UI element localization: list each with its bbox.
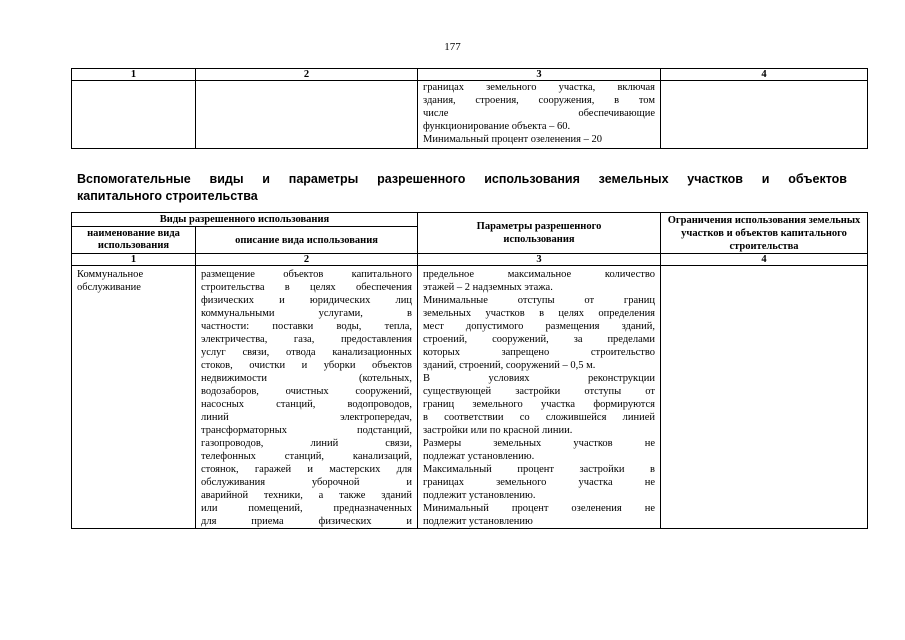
- text-line: аварийной техники, а также зданий: [201, 490, 413, 501]
- text-line: частности: поставки воды, тепла,: [201, 321, 413, 332]
- cell-empty: [72, 81, 196, 149]
- text-line: трансформаторных подстанций,: [201, 425, 413, 436]
- continued-table: [71, 68, 868, 149]
- cell-empty: [661, 81, 868, 149]
- text-line: насосных станций, водопроводов,: [201, 399, 413, 410]
- text-line: функционирование объекта – 60.: [423, 121, 571, 132]
- group-header: Виды разрешенного использования: [72, 213, 418, 227]
- text-line: услуг связи, отвода канализационных: [201, 347, 413, 358]
- header-row: [72, 213, 868, 227]
- text-line: подлежит установлению: [423, 516, 533, 527]
- text-line: электричества, газа, предоставления: [201, 334, 413, 345]
- text-line: коммунальными услугами, в: [201, 308, 413, 319]
- text-line: телефонных станций, канализаций,: [201, 451, 413, 462]
- text-line: существующей застройки отступы от: [423, 386, 656, 397]
- use-description-cell: [196, 266, 418, 529]
- column-number-row: [72, 254, 868, 266]
- text-line: числе обеспечивающие: [423, 108, 655, 119]
- text-line: предельное максимальное количество: [423, 269, 656, 280]
- heading-line: капитального строительства: [77, 189, 258, 203]
- auxiliary-uses-table: [71, 212, 868, 529]
- text-line: Коммунальное: [77, 269, 144, 280]
- text-line: Максимальный процент застройки в: [423, 464, 656, 475]
- text-line: границах земельного участка не: [423, 477, 656, 488]
- text-line: границ земельного участка формируются: [423, 399, 656, 410]
- heading-line: Вспомогательные виды и параметры разрешенного использования земельных участков и объектов: [77, 172, 847, 186]
- params-header: Параметры разрешенного использования: [418, 213, 661, 254]
- column-number: 2: [196, 254, 418, 266]
- column-number: 4: [661, 69, 868, 81]
- page-number: 177: [444, 41, 461, 53]
- restrictions-header: Ограничения использования земельных участков и объектов капитального строительства: [661, 213, 868, 254]
- text-line: подлежат установлению.: [423, 451, 535, 462]
- cell-empty: [196, 81, 418, 149]
- text-line: стоков, очистки и уборки объектов: [201, 360, 413, 371]
- text-line: недвижимости (котельных,: [201, 373, 413, 384]
- text-line: земельных участков в целях определения: [423, 308, 656, 319]
- restrictions-cell: [661, 266, 868, 529]
- text-line: которых запрещено строительство: [423, 347, 656, 358]
- column-number: 1: [72, 254, 196, 266]
- section-heading: [77, 171, 847, 205]
- text-line: мест допустимого размещения зданий,: [423, 321, 656, 332]
- text-line: обслуживания уборочной и: [201, 477, 413, 488]
- text-line: зданий, строений, сооружений – 0,5 м.: [423, 360, 596, 371]
- text-line: Размеры земельных участков не: [423, 438, 656, 449]
- text-line: или помещений, предназначенных: [201, 503, 413, 514]
- column-number: 2: [196, 69, 418, 81]
- text-line: Минимальные отступы от границ: [423, 295, 656, 306]
- table-row: [72, 266, 868, 529]
- column-number-row: [72, 69, 868, 81]
- text-line: Минимальный процент озеленения не: [423, 503, 656, 514]
- text-line: стоянок, гаражей и мастерских для: [201, 464, 413, 475]
- text-line: строений, сооружений, за пределами: [423, 334, 656, 345]
- text-line: физических и юридических лиц: [201, 295, 413, 306]
- column-number: 4: [661, 254, 868, 266]
- params-cell: [418, 81, 661, 149]
- params-cell: [418, 266, 661, 529]
- text-line: границах земельного участка, включая: [423, 82, 655, 93]
- text-line: размещение объектов капитального: [201, 269, 413, 280]
- text-line: для приема физических и: [201, 516, 413, 527]
- text-line: газопроводов, линий связи,: [201, 438, 413, 449]
- name-col-header: наименование вида использования: [72, 227, 196, 254]
- use-name-cell: [72, 266, 196, 529]
- desc-col-header: описание вида использования: [196, 227, 418, 254]
- table-row: [72, 81, 868, 149]
- text-line: строительства в целях обеспечения: [201, 282, 413, 293]
- text-line: В условиях реконструкции: [423, 373, 656, 384]
- column-number: 3: [418, 69, 661, 81]
- text-line: водозаборов, очистных сооружений,: [201, 386, 413, 397]
- column-number: 3: [418, 254, 661, 266]
- text-line: обслуживание: [77, 282, 141, 293]
- text-line: в соответствии со сложившейся линией: [423, 412, 656, 423]
- text-line: Минимальный процент озеленения – 20: [423, 134, 603, 145]
- text-line: линий электропередач,: [201, 412, 413, 423]
- column-number: 1: [72, 69, 196, 81]
- text-line: здания, строения, сооружения, в том: [423, 95, 655, 106]
- text-line: застройки или по красной линии.: [423, 425, 573, 436]
- text-line: этажей – 2 надземных этажа.: [423, 282, 553, 293]
- text-line: подлежит установлению.: [423, 490, 536, 501]
